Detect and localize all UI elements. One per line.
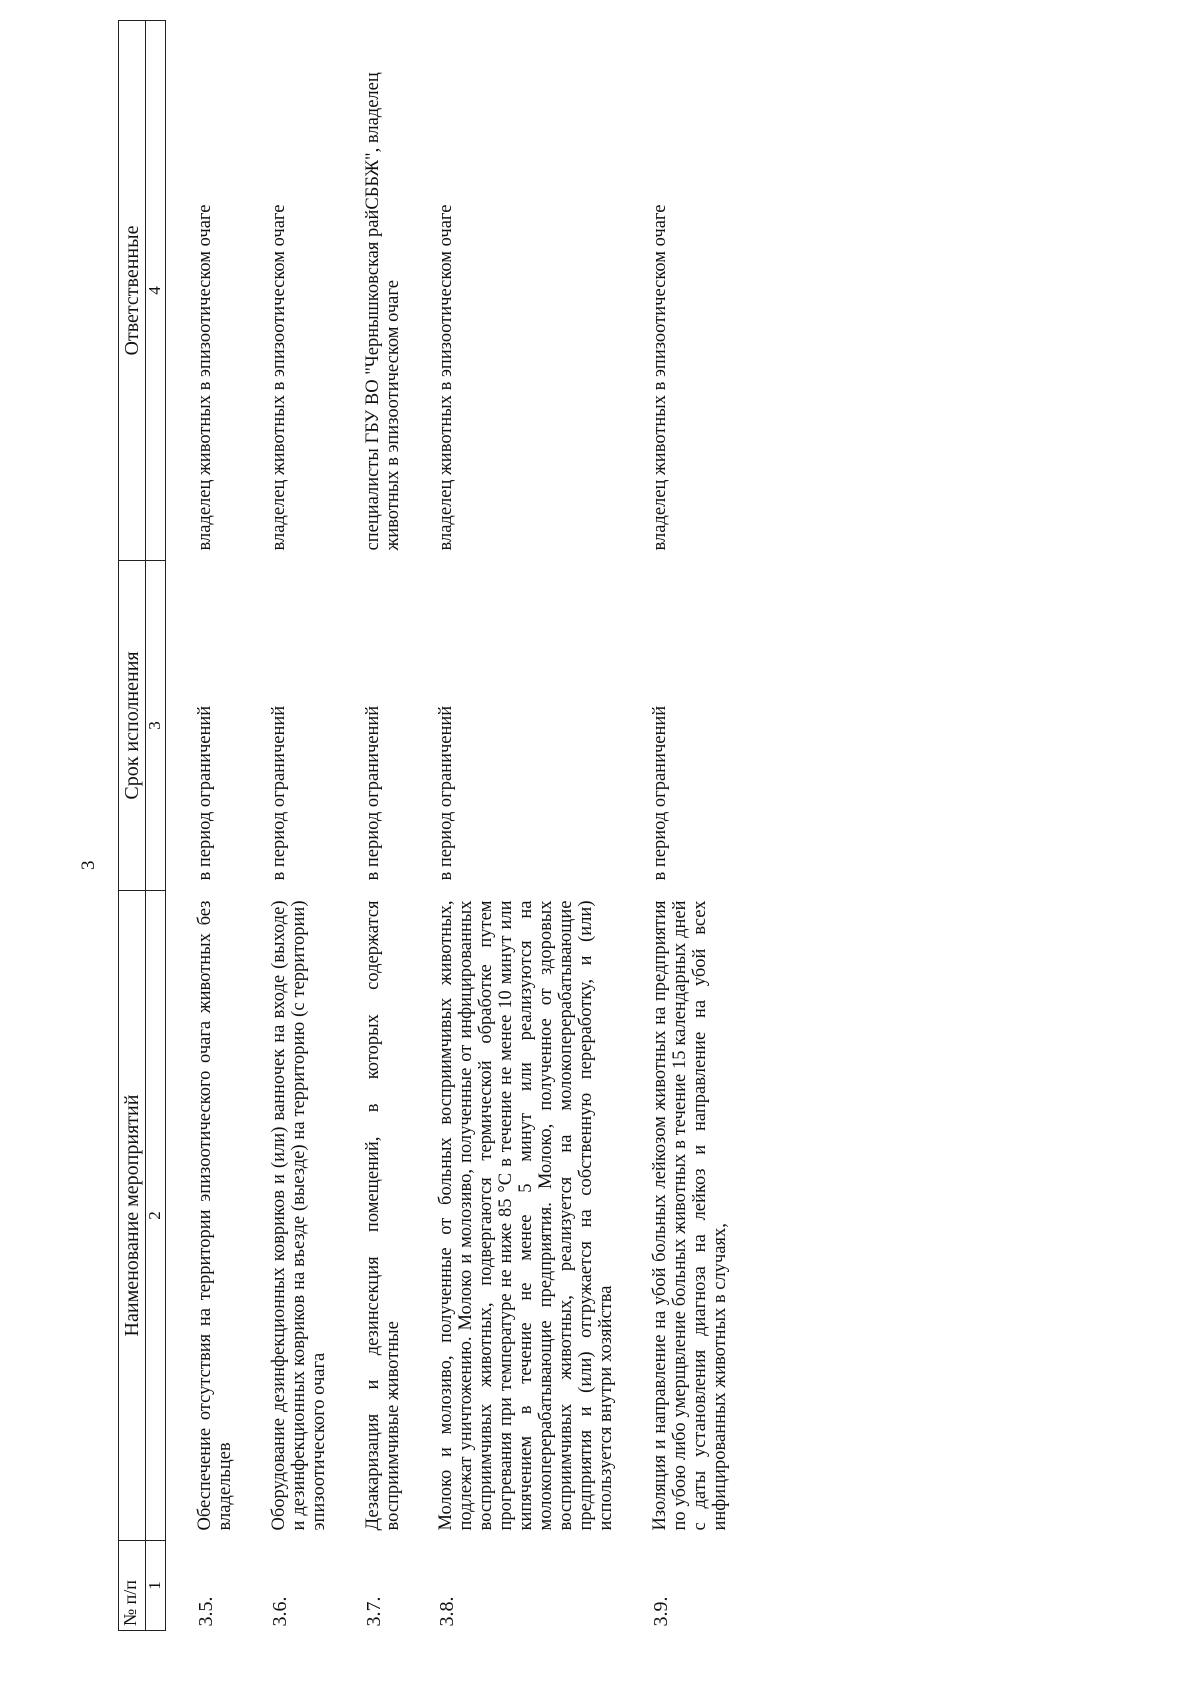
measure-name: Дезакаризация и дезинсекция помещений, в которых содержатся восприимчивые животные [362, 900, 403, 1531]
table-row [417, 21, 631, 1631]
table-row [250, 21, 344, 1631]
row-number: 3.7. [362, 1596, 385, 1627]
measure-term: в период ограничений [362, 705, 383, 881]
measure-term: в период ограничений [268, 705, 289, 881]
table-row [165, 21, 249, 1631]
measure-term: в период ограничений [436, 705, 457, 881]
column-number: 2 [146, 891, 166, 1541]
measure-name: Молоко и молозиво, полученные от больных восприимчивых животных, подлежат уничтожению. Молоко и молозиво, полученные от инфицированных восприимчивых животных, подвергаются термической обработке путем прогревания при температуре не ниже 85 °С в течение не менее 10 минут или кипячением в течение не менее 5 минут или реализуются на молокоперерабатывающие предприятия. Молоко, полученное от здоровых восприимчивых животных, реализуется на молокоперерабатывающие предприятия и (или) отгружается на собственную переработку, и (или) используется внутри хозяйства [436, 900, 617, 1531]
column-number: 1 [146, 1541, 166, 1631]
row-number: 3.5. [194, 1596, 217, 1627]
measure-responsible: владелец животных в эпизоотическом очаге [650, 204, 671, 551]
header-name: Наименование мероприятий [119, 891, 146, 1541]
measure-name: Оборудование дезинфекционных ковриков и (или) ванночек на входе (выходе) и дезинфекционных ковриков на въезде (выезде) на территорию (с территории) эпизоотического очага [268, 900, 329, 1531]
row-number: 3.8. [436, 1596, 459, 1627]
measure-term: в период ограничений [194, 705, 215, 881]
header-term: Срок исполнения [119, 561, 146, 891]
measure-responsible: владелец животных в эпизоотическом очаге [268, 204, 289, 551]
measure-name: Изоляция и направление на убой больных лейкозом животных на предприятия по убою либо умерщвление больных животных в течение 15 календарных дней с даты установления диагноза на лейкоз и направление на убой всех инфицированных животных в случаях, [650, 900, 731, 1531]
measure-responsible: специалисты ГБУ ВО "Чернышковская райСББЖ", владелец животных в эпизоотическом очаге [362, 72, 403, 551]
column-number-row [146, 21, 166, 1631]
header-num: № п/п [119, 1541, 146, 1631]
page-number: 3 [78, 860, 99, 870]
column-number: 3 [146, 561, 166, 891]
row-number: 3.9. [650, 1596, 673, 1627]
table-row [631, 21, 745, 1631]
table-header-row [119, 21, 146, 1631]
measures-table [118, 20, 745, 1631]
row-number: 3.6. [268, 1596, 291, 1627]
column-number: 4 [146, 21, 166, 561]
measure-name: Обеспечение отсутствия на территории эпизоотического очага животных без владельцев [194, 900, 235, 1531]
measure-responsible: владелец животных в эпизоотическом очаге [436, 204, 457, 551]
measure-term: в период ограничений [650, 705, 671, 881]
table-row [344, 21, 418, 1631]
measure-responsible: владелец животных в эпизоотическом очаге [194, 204, 215, 551]
header-responsible: Ответственные [119, 21, 146, 561]
